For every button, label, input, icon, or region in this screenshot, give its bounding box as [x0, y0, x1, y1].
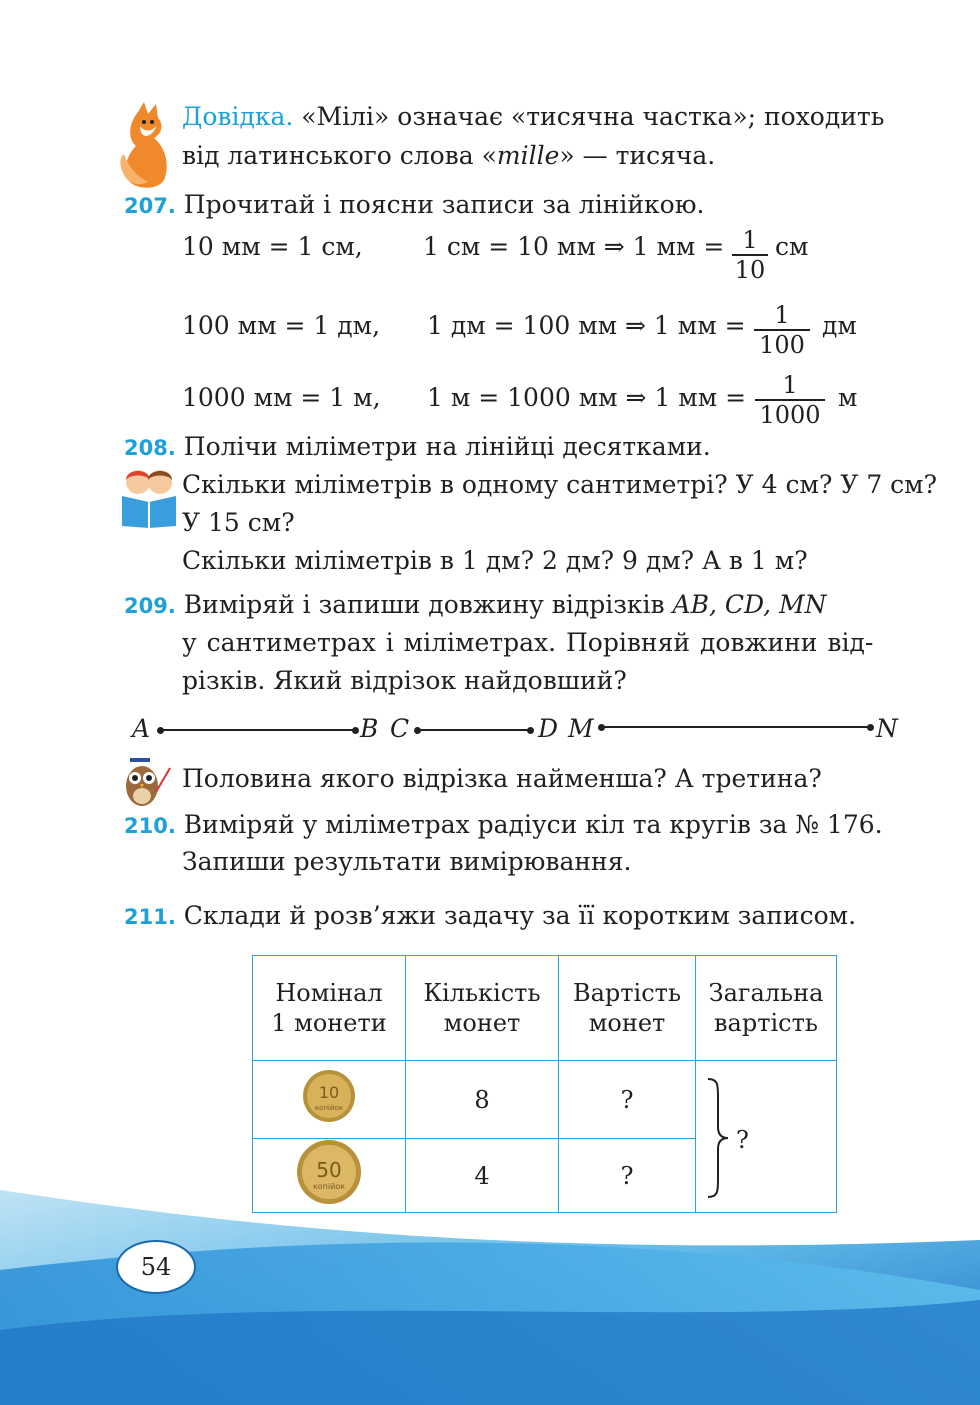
- header-total: Загальна вартість: [696, 956, 837, 1061]
- exercise-209-line-3: різків. Який відрізок найдовший?: [182, 666, 627, 695]
- exercise-208-line-4: Скільки міліметрів в 1 дм? 2 дм? 9 дм? А в 1 м?: [182, 546, 808, 575]
- exercise-number: 207.: [124, 194, 176, 218]
- cost-cell: ?: [559, 1139, 696, 1213]
- count-cell: 4: [406, 1139, 559, 1213]
- fraction-1-100: [754, 302, 810, 358]
- coin-10-cell: [253, 1061, 406, 1139]
- conversion-row-2-left: 100 мм = 1 дм,: [182, 311, 381, 340]
- table-row: [253, 1061, 837, 1139]
- exercise-207-heading: [124, 186, 704, 225]
- fraction-numerator: 1: [774, 301, 790, 329]
- coin-50-cell: [253, 1139, 406, 1213]
- fraction-denominator: 10: [734, 256, 766, 284]
- coin-table: [252, 955, 837, 1213]
- exercise-211-heading: [124, 897, 856, 936]
- children-reading-icon: [118, 466, 180, 528]
- coin-50-icon: [294, 1139, 364, 1205]
- page-number: 54: [116, 1240, 196, 1294]
- coin-10-word: копійок: [314, 1104, 344, 1112]
- note-line-1: [182, 98, 884, 136]
- note-text-2a: від латинського слова «: [182, 141, 497, 170]
- fraction-denominator: 100: [759, 331, 805, 359]
- exercise-210-line-2: Запиши результати вимірювання.: [182, 847, 632, 876]
- fraction-1-10: [732, 227, 768, 283]
- exercise-210-heading: [124, 806, 883, 845]
- header-cost: Вартість монет: [559, 956, 696, 1061]
- exercise-number: 210.: [124, 814, 176, 838]
- coin-50-word: копійок: [312, 1182, 346, 1191]
- fraction-numerator: 1: [742, 226, 758, 254]
- cost-cell: ?: [559, 1061, 696, 1139]
- exercise-number: 209.: [124, 594, 176, 618]
- point-n: [867, 724, 874, 731]
- coin-50-value: 50: [316, 1158, 342, 1182]
- segment-label-m: M: [568, 714, 594, 743]
- exercise-209-heading: [124, 586, 827, 625]
- fraction-1-1000: [755, 372, 825, 428]
- conversion-row-2-unit: дм: [822, 311, 857, 340]
- segment-mn: [601, 726, 871, 728]
- conversion-row-3-left: 1000 мм = 1 м,: [182, 383, 381, 412]
- conversion-row-2-mid: 1 дм = 100 мм ⇒ 1 мм =: [427, 311, 746, 340]
- conversion-row-1-mid: 1 см = 10 мм ⇒ 1 мм =: [423, 232, 725, 261]
- note-text-2b: » — тисяча.: [559, 141, 716, 170]
- conversion-row-1-left: 10 мм = 1 см,: [182, 232, 363, 261]
- segment-label-b: B: [360, 714, 379, 743]
- exercise-text: Склади й розв’яжи задачу за її коротким записом.: [183, 901, 857, 930]
- segment-label-d: D: [538, 714, 559, 743]
- header-count: Кількість монет: [406, 956, 559, 1061]
- fox-mascot-icon: [118, 100, 178, 192]
- fraction-denominator: 1000: [759, 401, 821, 429]
- coin-10-icon: [301, 1068, 357, 1124]
- exercise-text: Прочитай і поясни записи за лінійкою.: [183, 190, 705, 219]
- header-nominal: Номінал 1 монети: [253, 956, 406, 1061]
- curly-brace: [704, 1077, 734, 1199]
- note-italic-word: mille: [496, 141, 560, 170]
- point-d: [527, 727, 534, 734]
- note-line-2: [182, 137, 715, 175]
- table-header-row: [253, 956, 837, 1061]
- count-cell: 8: [406, 1061, 559, 1139]
- note-text-1: «Мілі» означає «тисячна частка»; походить: [301, 102, 885, 131]
- segment-label-c: C: [390, 714, 410, 743]
- total-value: ?: [736, 1126, 749, 1154]
- segment-ab: [160, 729, 356, 731]
- fraction-numerator: 1: [782, 371, 798, 399]
- exercise-209-line-2: у сантиметрах і міліметрах. Порівняй довжини від-: [182, 628, 874, 657]
- exercise-text: Виміряй у міліметрах радіуси кіл та кругів за № 176.: [183, 810, 883, 839]
- conversion-row-1-unit: см: [775, 232, 809, 261]
- point-b: [352, 727, 359, 734]
- exercise-208-line-3: У 15 см?: [182, 508, 295, 537]
- exercise-number: 211.: [124, 905, 176, 929]
- segment-cd: [417, 729, 531, 731]
- segment-label-n: N: [876, 714, 898, 743]
- segment-names: AB, CD, MN: [672, 590, 827, 619]
- conversion-row-3-unit: м: [838, 383, 858, 412]
- conversion-row-3-mid: 1 м = 1000 мм ⇒ 1 мм =: [427, 383, 747, 412]
- exercise-text: Полічи міліметри на лінійці десятками.: [183, 432, 711, 461]
- coin-10-value: 10: [318, 1083, 340, 1102]
- exercise-number: 208.: [124, 436, 176, 460]
- exercise-208-line-2: Скільки міліметрів в одному сантиметрі? У 4 см? У 7 см?: [182, 470, 938, 499]
- exercise-208-heading: [124, 428, 711, 467]
- segment-label-a: A: [132, 714, 151, 743]
- exercise-text: Виміряй і запиши довжину відрізків: [183, 590, 665, 619]
- note-label: Довідка.: [182, 102, 294, 131]
- owl-teacher-icon: [120, 756, 172, 808]
- total-cell: [696, 1061, 837, 1213]
- exercise-209-question: Половина якого відрізка найменша? А третина?: [182, 764, 822, 793]
